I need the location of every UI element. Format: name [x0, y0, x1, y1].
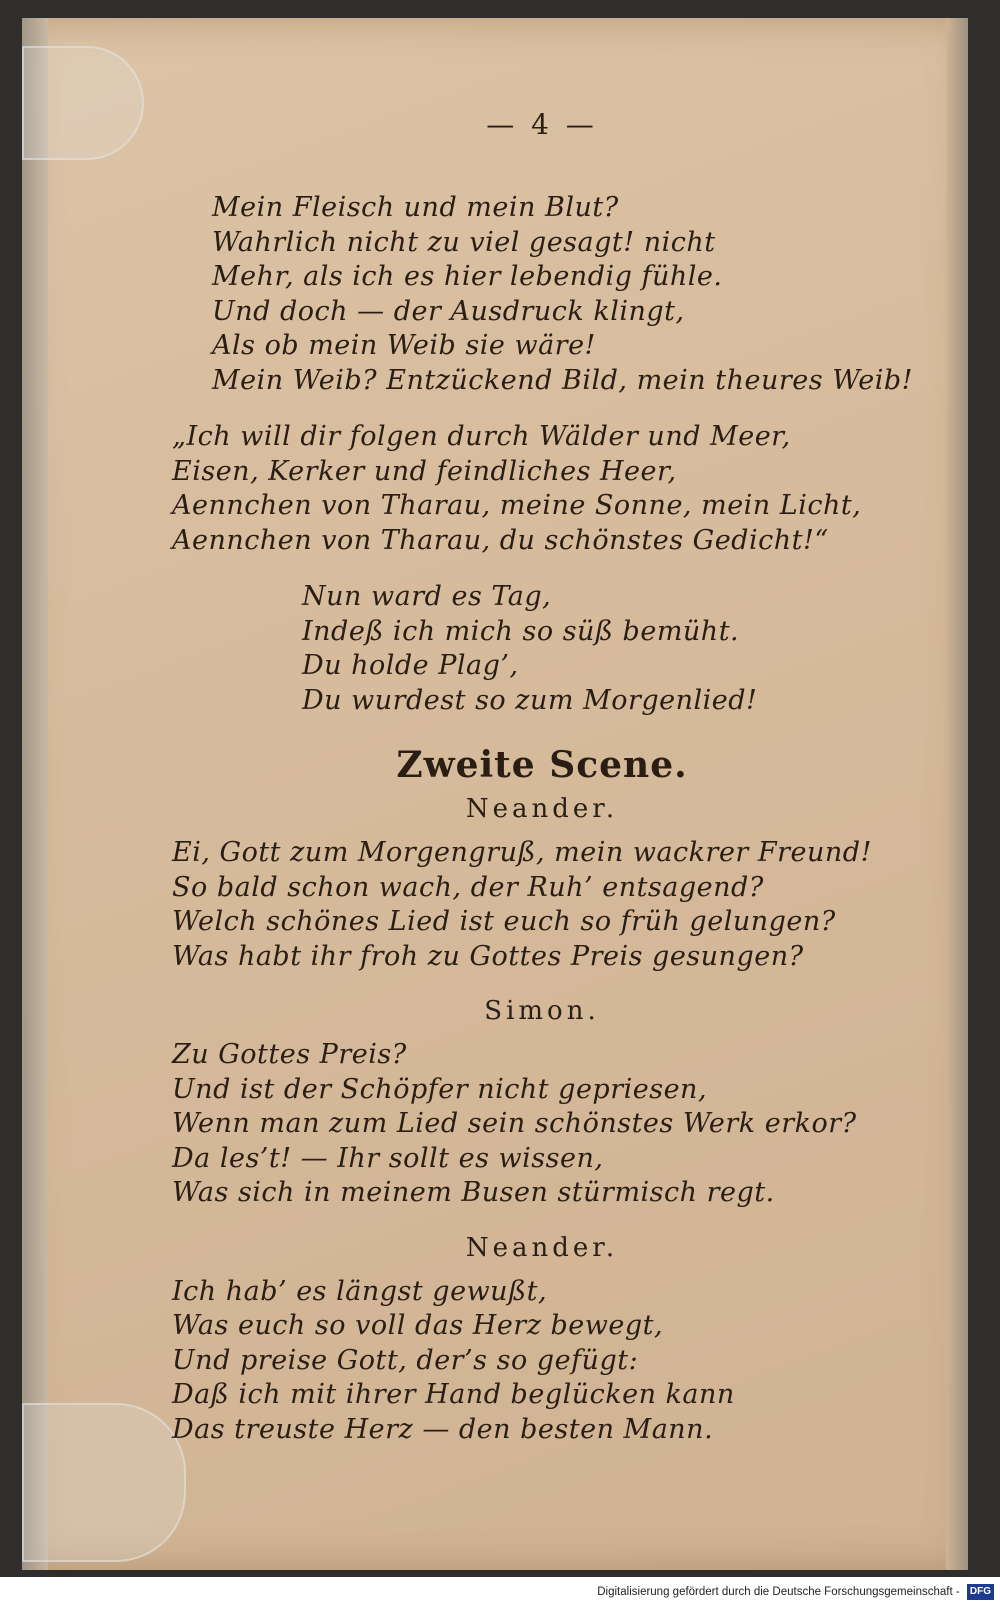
- speech-3: [172, 1275, 912, 1448]
- verse-line: Was sich in meinem Busen stürmisch regt.: [172, 1177, 775, 1208]
- verse-line: Mehr, als ich es hier lebendig fühle.: [212, 261, 723, 292]
- dfg-logo: DFG: [967, 1584, 994, 1600]
- verse-line: „Ich will dir folgen durch Wälder und Meer,: [172, 421, 791, 452]
- verse-line: Was habt ihr froh zu Gottes Preis gesungen?: [172, 940, 804, 972]
- speaker-name: Neander.: [465, 1232, 619, 1263]
- verse-line: Daß ich mit ihrer Hand beglücken kann: [172, 1379, 735, 1410]
- stanza-2: [172, 420, 912, 558]
- page-clip-top: [22, 46, 144, 160]
- verse-line: Aennchen von Tharau, du schönstes Gedicht!“: [172, 524, 829, 556]
- verse-line: Und preise Gott, der’s so gefügt:: [172, 1344, 639, 1376]
- speaker-name: Neander.: [465, 794, 619, 824]
- stanza-1: [172, 191, 912, 398]
- verse-line: Aennchen von Tharau, meine Sonne, mein Licht,: [172, 490, 862, 521]
- verse-line: Was euch so voll das Herz bewegt,: [172, 1310, 664, 1341]
- verse-line: Ich hab’ es längst gewußt,: [172, 1275, 548, 1307]
- verse-line: Wahrlich nicht zu viel gesagt! nicht: [212, 226, 716, 258]
- speech-1: [172, 836, 912, 974]
- speaker-name: Simon.: [484, 996, 600, 1026]
- page-content: [172, 108, 912, 1469]
- verse-line: Nun ward es Tag,: [302, 581, 552, 612]
- verse-line: Mein Fleisch und mein Blut?: [212, 192, 619, 223]
- digitization-footer: [0, 1577, 1000, 1607]
- verse-line: Eisen, Kerker und feindliches Heer,: [172, 455, 677, 487]
- verse-line: Du wurdest so zum Morgenlied!: [302, 684, 758, 716]
- verse-line: Da les’t! — Ihr sollt es wissen,: [172, 1142, 604, 1174]
- page-binding: [22, 18, 48, 1570]
- verse-line: Und doch — der Ausdruck klingt,: [212, 295, 685, 327]
- verse-line: Zu Gottes Preis?: [172, 1039, 407, 1070]
- page-edge: [946, 18, 968, 1570]
- book-page: [22, 18, 968, 1570]
- stanza-3: [172, 580, 912, 718]
- verse-line: Ei, Gott zum Morgengruß, mein wackrer Freund!: [172, 837, 872, 868]
- verse-line: Als ob mein Weib sie wäre!: [212, 330, 596, 361]
- page-clip-bottom: [22, 1403, 186, 1562]
- verse-line: Mein Weib? Entzückend Bild, mein theures Weib!: [212, 364, 913, 396]
- footer-text: Digitalisierung gefördert durch die Deutsche Forschungsgemeinschaft -: [597, 1586, 960, 1598]
- verse-line: Wenn man zum Lied sein schönstes Werk erkor?: [172, 1108, 857, 1139]
- page-number: — 4 —: [486, 108, 598, 141]
- verse-line: Und ist der Schöpfer nicht gepriesen,: [172, 1073, 708, 1105]
- verse-line: Indeß ich mich so süß bemüht.: [302, 615, 740, 647]
- verse-line: Das treuste Herz — den besten Mann.: [172, 1413, 714, 1445]
- verse-line: So bald schon wach, der Ruh’ entsagend?: [172, 871, 764, 903]
- verse-line: Du holde Plag’,: [302, 650, 519, 681]
- verse-line: Welch schönes Lied ist euch so früh gelungen?: [172, 906, 836, 937]
- speech-2: [172, 1038, 912, 1211]
- scene-title: Zweite Scene.: [396, 744, 688, 786]
